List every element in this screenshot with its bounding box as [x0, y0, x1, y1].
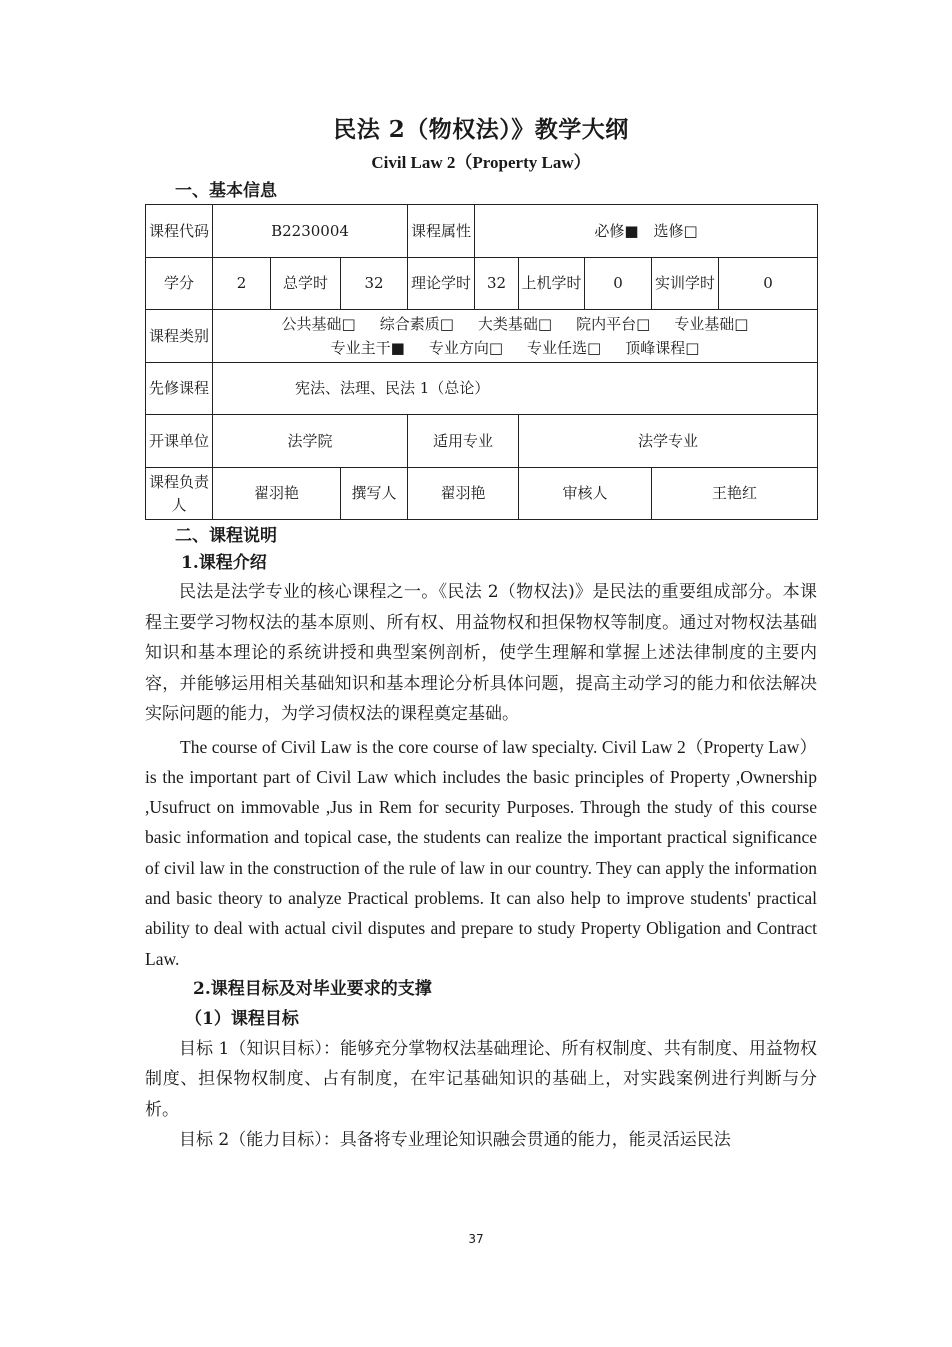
- course-info-table: [145, 204, 818, 520]
- course-goals-subheading: （1）课程目标: [185, 1008, 299, 1029]
- course-code-value: B2230004: [213, 205, 408, 258]
- theory-hours-value: 32: [475, 258, 519, 310]
- table-row: [146, 310, 818, 363]
- credit-value: 2: [213, 258, 271, 310]
- writer-value: 翟羽艳: [408, 468, 519, 520]
- total-hours-label: 总学时: [271, 258, 341, 310]
- category-line-1: [215, 312, 815, 336]
- category-option: 专业方向□: [428, 339, 503, 357]
- table-row: [146, 468, 818, 520]
- practice-hours-label: 实训学时: [652, 258, 719, 310]
- owner-value: 翟羽艳: [213, 468, 341, 520]
- table-row: [146, 205, 818, 258]
- document-title: 民法 2（物权法）》教学大纲: [333, 116, 629, 143]
- course-goals-heading: 2.课程目标及对毕业要求的支撑: [193, 978, 432, 999]
- category-label: 课程类别: [146, 310, 213, 363]
- section-course-desc-heading: 二、课程说明: [175, 526, 277, 546]
- document-subtitle: Civil Law 2（Property Law）: [371, 153, 591, 172]
- practice-hours-value: 0: [719, 258, 818, 310]
- lab-hours-label: 上机学时: [519, 258, 585, 310]
- reviewer-label: 审核人: [519, 468, 652, 520]
- course-intro-heading: 1.课程介绍: [181, 553, 267, 573]
- course-attr-value: 必修■ 选修□: [475, 205, 818, 258]
- document-page: [145, 112, 817, 1156]
- credit-label: 学分: [146, 258, 213, 310]
- course-intro-en: The course of Civil Law is the core course of law specialty. Civil Law 2（Property Law）is the important part of Civil Law which includes the basic principles of Property ,Ownership ,Usufruct on immovable ,Jus in Rem for security Purposes. Through the study of this course basic information and topical case, the students can realize the important practical significance of civil law in the construction of the rule of law in our country. They can apply the information and basic theory to analyze Practical problems. It can also help to improve students' practical ability to deal with actual civil disputes and prepare to study Property Obligation and Contract Law.: [145, 736, 817, 969]
- course-code-label: 课程代码: [146, 205, 213, 258]
- category-option: 综合素质□: [379, 315, 454, 333]
- table-row: [146, 415, 818, 468]
- category-option: 顶峰课程□: [625, 339, 700, 357]
- course-attr-label: 课程属性: [408, 205, 475, 258]
- goal-2: 目标 2（能力目标）：具备将专业理论知识融会贯通的能力，能灵活运民法: [179, 1130, 731, 1151]
- category-option: 大类基础□: [477, 315, 553, 333]
- category-option: 公共基础□: [281, 315, 356, 333]
- theory-hours-label: 理论学时: [408, 258, 475, 310]
- reviewer-value: 王艳红: [652, 468, 818, 520]
- lab-hours-value: 0: [585, 258, 652, 310]
- writer-label: 撰写人: [341, 468, 408, 520]
- prereq-label: 先修课程: [146, 363, 213, 415]
- unit-value: 法学院: [213, 415, 408, 468]
- course-intro-cn: 民法是法学专业的核心课程之一。《民法 2（物权法)》是民法的重要组成部分。本课程主要学习物权法的基本原则、所有权、用益物权和担保物权等制度。通过对物权法基础知识和基本理论的系统讲授和典型案例剖析，使学生理解和掌握上述法律制度的主要内容，并能够运用相关基础知识和基本理论分析具体问题，提高主动学习的能力和依法解决实际问题的能力，为学习债权法的课程奠定基础。: [145, 582, 817, 724]
- category-value: [213, 310, 818, 363]
- category-option: 专业主干■: [330, 339, 405, 357]
- prereq-value: 宪法、法理、民法 1（总论）: [213, 363, 818, 415]
- section-basic-info-heading: 一、基本信息: [175, 181, 277, 201]
- owner-label: 课程负责人: [146, 468, 213, 520]
- category-option: 院内平台□: [576, 315, 651, 333]
- category-option: 专业基础□: [674, 315, 749, 333]
- category-option: 专业任选□: [527, 339, 602, 357]
- page-number: 37: [468, 1232, 484, 1246]
- major-value: 法学专业: [519, 415, 818, 468]
- total-hours-value: 32: [341, 258, 408, 310]
- category-line-2: [215, 336, 815, 360]
- table-row: [146, 363, 818, 415]
- table-row: [146, 258, 818, 310]
- major-label: 适用专业: [408, 415, 519, 468]
- unit-label: 开课单位: [146, 415, 213, 468]
- goal-1: 目标 1（知识目标）：能够充分掌物权法基础理论、所有权制度、共有制度、用益物权制度、担保物权制度、占有制度，在牢记基础知识的基础上，对实践案例进行判断与分析。: [145, 1038, 817, 1120]
